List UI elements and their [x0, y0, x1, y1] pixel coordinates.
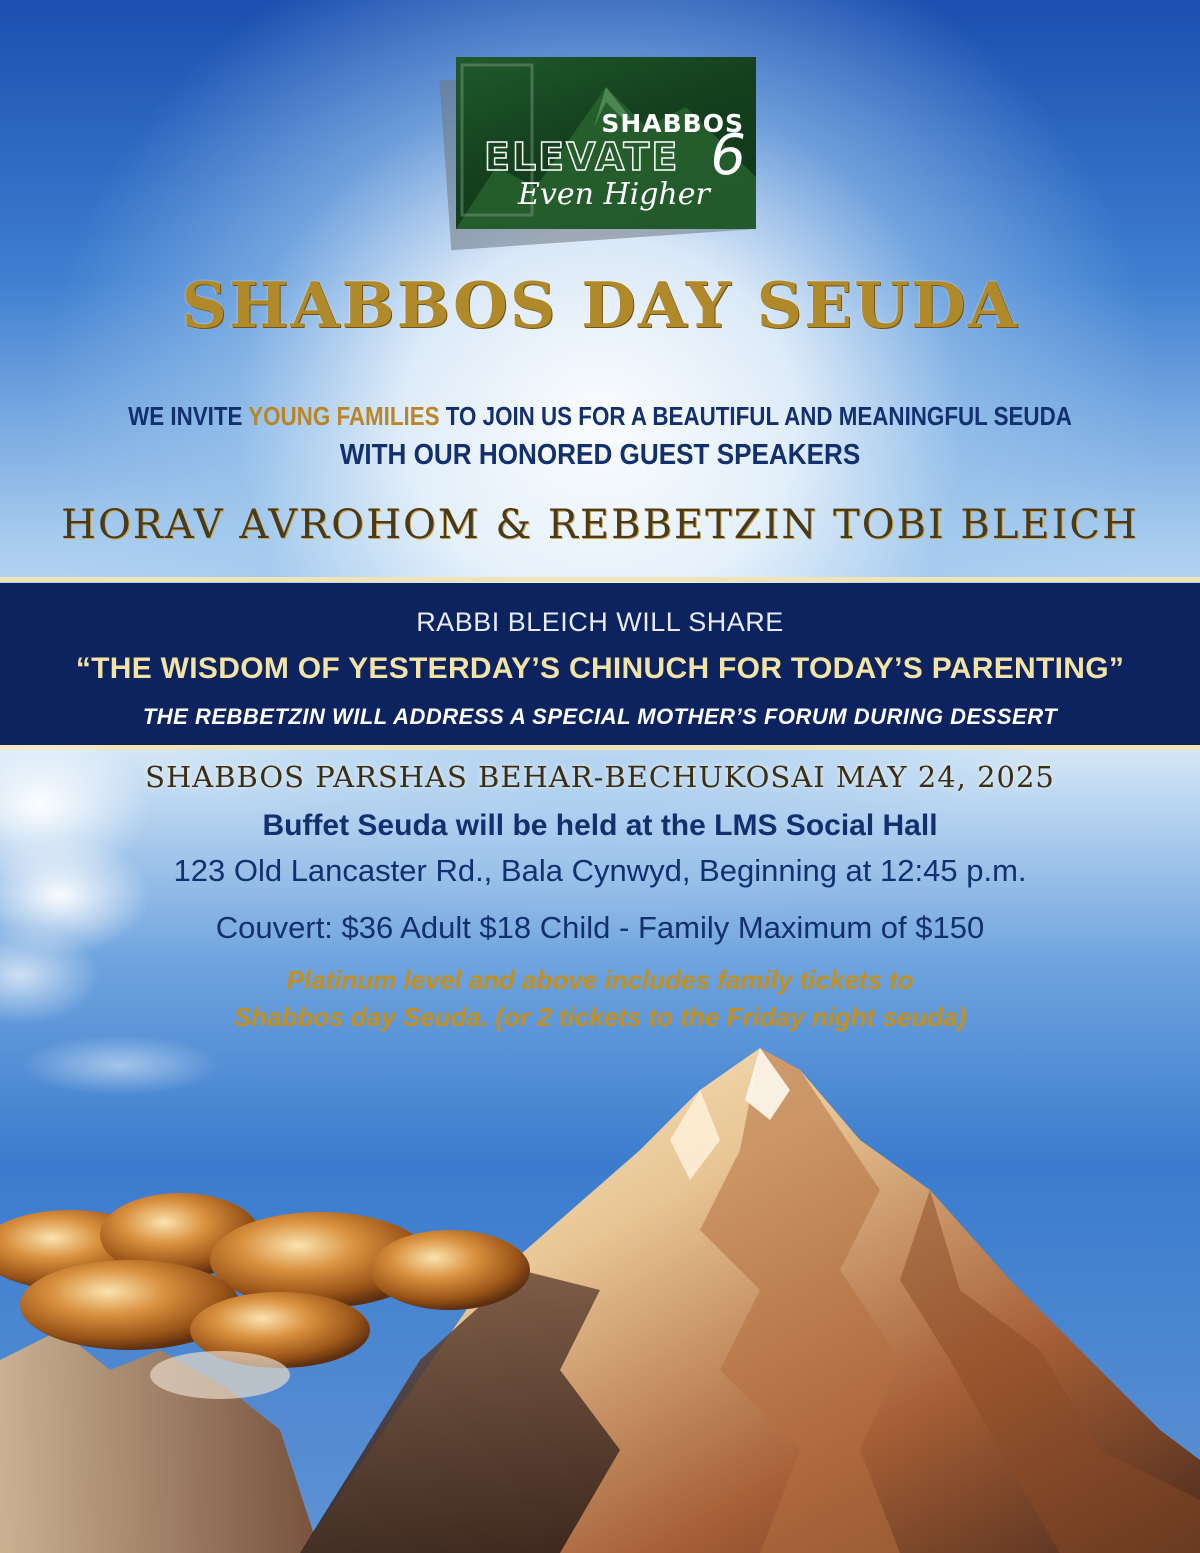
- couvert-line: Couvert: $36 Adult $18 Child - Family Maximum of $150: [215, 910, 985, 945]
- logo-card: [456, 57, 756, 229]
- platinum-note-line-2: Shabbos day Seuda. (or 2 tickets to the Friday night seuda): [233, 1002, 967, 1032]
- page-title: SHABBOS DAY SEUDA: [181, 268, 1019, 342]
- band-top-border: [0, 577, 1200, 582]
- platinum-note-line-1: Platinum level and above includes family tickets to: [286, 965, 914, 995]
- logo-tagline-text: Even Higher: [518, 177, 710, 212]
- invite-highlight: YOUNG FAMILIES: [248, 401, 440, 431]
- invite-text-part2: TO JOIN US FOR A BEAUTIFUL AND MEANINGFUL SEUDA: [439, 401, 1072, 431]
- logo-elevate-text: ELEVATE: [484, 135, 680, 179]
- logo: [445, 55, 765, 245]
- band-line-3: THE REBBETZIN WILL ADDRESS A SPECIAL MOTHER’S FORUM DURING DESSERT: [142, 704, 1058, 729]
- invite-line-2: WITH OUR HONORED GUEST SPEAKERS: [339, 439, 861, 471]
- invite-text-part1: WE INVITE: [128, 401, 249, 431]
- invite-line: [84, 401, 1116, 432]
- logo-shabbos-text: SHABBOS: [601, 109, 744, 138]
- band-line-2: “THE WISDOM OF YESTERDAY’S CHINUCH FOR TODAY’S PARENTING”: [75, 652, 1125, 685]
- address-line: 123 Old Lancaster Rd., Bala Cynwyd, Beginning at 12:45 p.m.: [173, 853, 1027, 888]
- venue-line: Buffet Seuda will be held at the LMS Social Hall: [262, 809, 938, 842]
- speakers-heading: HORAV AVROHOM & REBBETZIN TOBI BLEICH: [61, 502, 1139, 548]
- parsha-date: SHABBOS PARSHAS BEHAR-BECHUKOSAI MAY 24, 2025: [145, 760, 1055, 794]
- band-line-1: RABBI BLEICH WILL SHARE: [416, 607, 784, 637]
- logo-number-text: 6: [710, 123, 746, 188]
- mountain-challah-image: [0, 1030, 1200, 1553]
